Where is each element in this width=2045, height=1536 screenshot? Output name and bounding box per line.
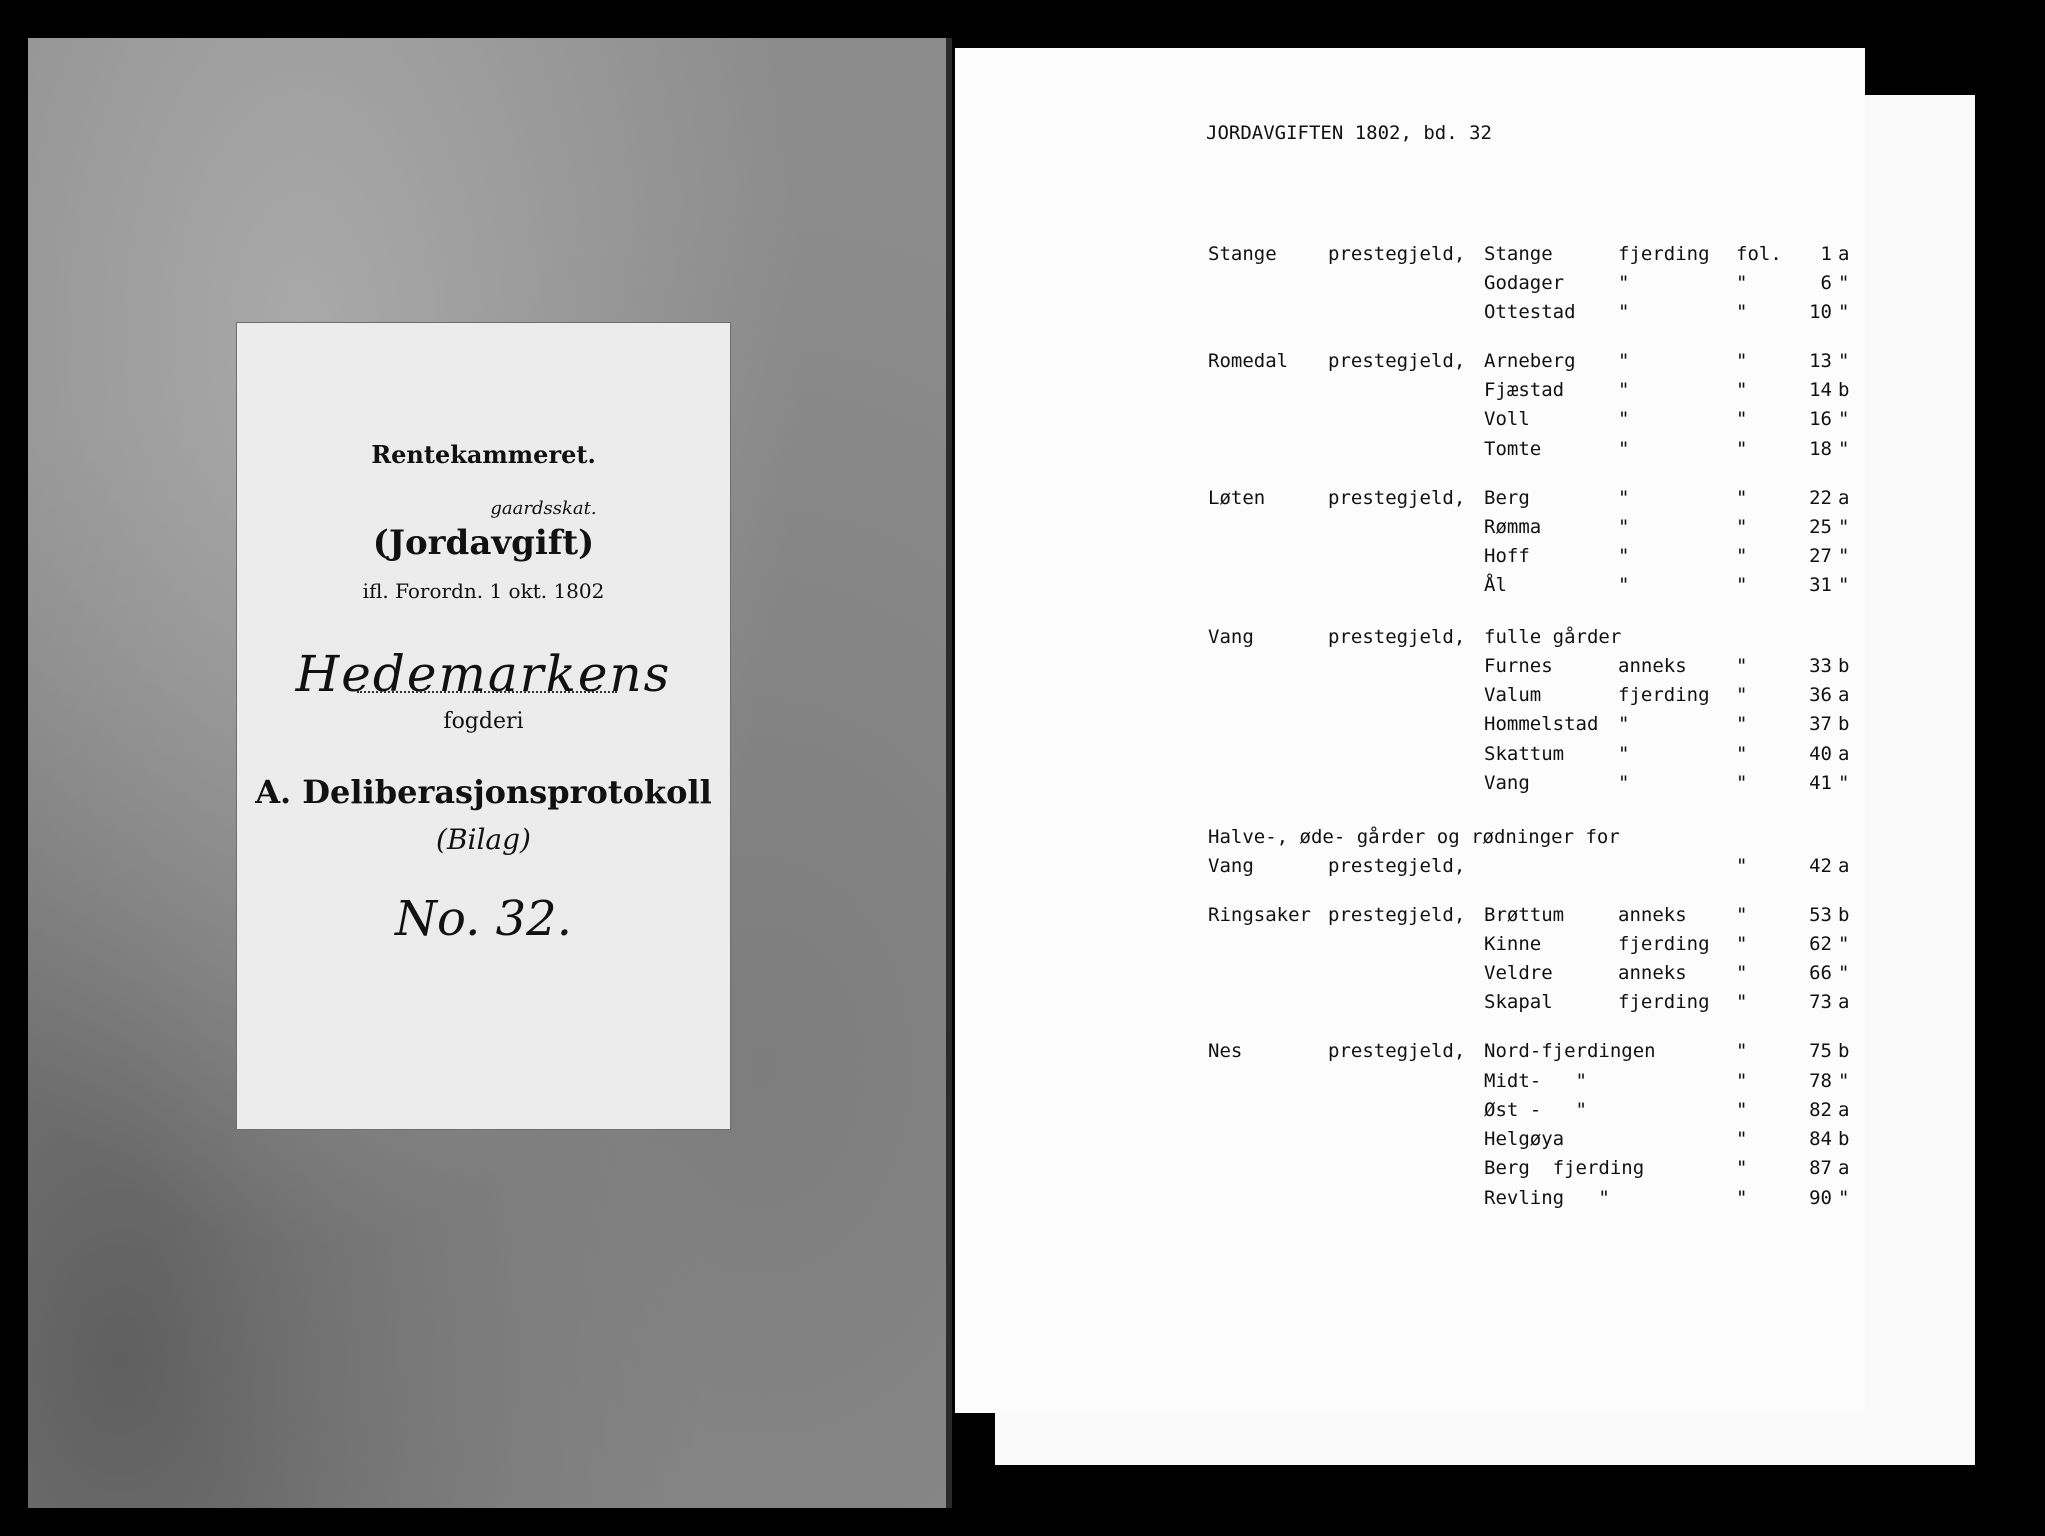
cell-num: 82 bbox=[1809, 1099, 1832, 1121]
cell-place: Skattum bbox=[1484, 743, 1565, 765]
cell-type: " bbox=[1618, 408, 1630, 430]
cell-place: Arneberg bbox=[1484, 350, 1576, 372]
cell-fol: " bbox=[1736, 545, 1748, 567]
cell-suf: " bbox=[1838, 1187, 1850, 1209]
cell-num: 40 bbox=[1809, 743, 1832, 765]
cell-fol: " bbox=[1736, 438, 1748, 460]
cell-num: 25 bbox=[1809, 516, 1832, 538]
cell-num: 10 bbox=[1809, 301, 1832, 323]
cell-fol: " bbox=[1736, 301, 1748, 323]
cell-place: Ottestad bbox=[1484, 301, 1576, 323]
cell-fol: " bbox=[1736, 713, 1748, 735]
cell-suf: b bbox=[1838, 713, 1850, 735]
cell-num: 37 bbox=[1809, 713, 1832, 735]
cell-fol: " bbox=[1736, 684, 1748, 706]
cell-type: " bbox=[1618, 350, 1630, 372]
cell-parish: Løten bbox=[1208, 487, 1266, 509]
cell-fol: " bbox=[1736, 272, 1748, 294]
cell-suf: a bbox=[1838, 243, 1850, 265]
cell-type: anneks bbox=[1618, 655, 1687, 677]
cell-fol: " bbox=[1736, 379, 1748, 401]
cell-type: fjerding bbox=[1618, 991, 1710, 1013]
cell-fol: " bbox=[1736, 962, 1748, 984]
cell-num: 41 bbox=[1809, 772, 1832, 794]
label-protocol: A. Deliberasjonsprotokoll bbox=[255, 773, 712, 811]
cell-num: 31 bbox=[1809, 574, 1832, 596]
cell-place: Hoff bbox=[1484, 545, 1530, 567]
cell-place: Godager bbox=[1484, 272, 1565, 294]
cell-num: 33 bbox=[1809, 655, 1832, 677]
label-district: Hedemarkens bbox=[295, 645, 672, 703]
cell-type: anneks bbox=[1618, 904, 1687, 926]
cell-fol: " bbox=[1736, 933, 1748, 955]
cell-num: 6 bbox=[1820, 272, 1832, 294]
cell-num: 18 bbox=[1809, 438, 1832, 460]
cell-fol: " bbox=[1736, 991, 1748, 1013]
cell-fol: " bbox=[1736, 904, 1748, 926]
cell-parish: Ringsaker bbox=[1208, 904, 1311, 926]
cell-suf: " bbox=[1838, 962, 1850, 984]
cell-suf: a bbox=[1838, 1099, 1850, 1121]
cell-place: Ål bbox=[1484, 574, 1507, 596]
cell-type: fjerding bbox=[1618, 684, 1710, 706]
cell-num: 53 bbox=[1809, 904, 1832, 926]
cell-place: Veldre bbox=[1484, 962, 1553, 984]
label-number: No. 32. bbox=[395, 891, 572, 947]
cell-suf: " bbox=[1838, 350, 1850, 372]
cell-suf: b bbox=[1838, 904, 1850, 926]
cell-fol: " bbox=[1736, 1157, 1748, 1179]
cell-num: 16 bbox=[1809, 408, 1832, 430]
cell-suf: " bbox=[1838, 438, 1850, 460]
cell-fol: " bbox=[1736, 408, 1748, 430]
cell-suf: " bbox=[1838, 772, 1850, 794]
cell-place: Brøttum bbox=[1484, 904, 1565, 926]
cell-num: 27 bbox=[1809, 545, 1832, 567]
cell-place: Helgøya bbox=[1484, 1128, 1565, 1150]
cell-type: " bbox=[1618, 516, 1630, 538]
cell-place: Kinne bbox=[1484, 933, 1542, 955]
cell-suf: a bbox=[1838, 743, 1850, 765]
cell-place: Tomte bbox=[1484, 438, 1542, 460]
document-title: JORDAVGIFTEN 1802, bd. 32 bbox=[1206, 122, 1492, 144]
cell-suf: " bbox=[1838, 408, 1850, 430]
cell-fol: " bbox=[1736, 1128, 1748, 1150]
cell-num: 14 bbox=[1809, 379, 1832, 401]
cell-fol: " bbox=[1736, 487, 1748, 509]
label-header: Rentekammeret. bbox=[371, 440, 596, 469]
cell-fol: " bbox=[1736, 516, 1748, 538]
cell-num: 84 bbox=[1809, 1128, 1832, 1150]
cell-suf: " bbox=[1838, 574, 1850, 596]
cell-suf: b bbox=[1838, 379, 1850, 401]
label-dotted-line bbox=[357, 691, 617, 693]
cell-parish: Vang bbox=[1208, 626, 1254, 648]
label-decree: ifl. Forordn. 1 okt. 1802 bbox=[362, 579, 605, 603]
label-handwritten-note: gaardsskat. bbox=[490, 498, 597, 519]
cell-suf: a bbox=[1838, 684, 1850, 706]
cell-type: " bbox=[1618, 379, 1630, 401]
cell-pg: prestegjeld, bbox=[1328, 487, 1466, 509]
cell-num: 66 bbox=[1809, 962, 1832, 984]
cell-type: " bbox=[1618, 301, 1630, 323]
cell-fol: " bbox=[1736, 1040, 1748, 1062]
cell-parish: Romedal bbox=[1208, 350, 1289, 372]
cell-place: fulle gårder bbox=[1484, 626, 1622, 648]
cell-suf: a bbox=[1838, 991, 1850, 1013]
cell-place: Øst - " bbox=[1484, 1099, 1587, 1121]
cell-place: Berg fjerding bbox=[1484, 1157, 1645, 1179]
cell-fol: " bbox=[1736, 655, 1748, 677]
cell-pg: prestegjeld, bbox=[1328, 855, 1466, 877]
cell-type: " bbox=[1618, 743, 1630, 765]
cell-num: 1 bbox=[1820, 243, 1832, 265]
cell-type: " bbox=[1618, 574, 1630, 596]
cell-place: Rømma bbox=[1484, 516, 1542, 538]
cell-suf: " bbox=[1838, 272, 1850, 294]
cell-type: anneks bbox=[1618, 962, 1687, 984]
label-title: (Jordavgift) bbox=[372, 523, 595, 563]
cell-place: Berg bbox=[1484, 487, 1530, 509]
cell-place: Fjæstad bbox=[1484, 379, 1565, 401]
cell-fol: " bbox=[1736, 1099, 1748, 1121]
cell-long: Halve-, øde- gårder og rødninger for bbox=[1208, 826, 1620, 848]
cell-fol: " bbox=[1736, 772, 1748, 794]
cell-num: 42 bbox=[1809, 855, 1832, 877]
cell-place: Skapal bbox=[1484, 991, 1553, 1013]
cell-fol: " bbox=[1736, 1070, 1748, 1092]
cell-suf: b bbox=[1838, 1128, 1850, 1150]
cell-suf: b bbox=[1838, 1040, 1850, 1062]
cell-num: 13 bbox=[1809, 350, 1832, 372]
cell-pg: prestegjeld, bbox=[1328, 350, 1466, 372]
cell-pg: prestegjeld, bbox=[1328, 1040, 1466, 1062]
cell-type: " bbox=[1618, 438, 1630, 460]
cell-parish: Nes bbox=[1208, 1040, 1243, 1062]
cell-type: " bbox=[1618, 772, 1630, 794]
cell-fol: " bbox=[1736, 855, 1748, 877]
cell-suf: a bbox=[1838, 855, 1850, 877]
cell-place: Stange bbox=[1484, 243, 1553, 265]
cell-num: 73 bbox=[1809, 991, 1832, 1013]
cell-num: 36 bbox=[1809, 684, 1832, 706]
cell-place: Vang bbox=[1484, 772, 1530, 794]
cell-type: fjerding bbox=[1618, 933, 1710, 955]
cell-num: 75 bbox=[1809, 1040, 1832, 1062]
cell-place: Valum bbox=[1484, 684, 1542, 706]
cell-suf: b bbox=[1838, 655, 1850, 677]
cell-place: Revling " bbox=[1484, 1187, 1610, 1209]
cell-fol: " bbox=[1736, 574, 1748, 596]
cell-type: " bbox=[1618, 272, 1630, 294]
cell-type: " bbox=[1618, 713, 1630, 735]
cell-parish: Vang bbox=[1208, 855, 1254, 877]
cell-suf: " bbox=[1838, 1070, 1850, 1092]
cell-type: fjerding bbox=[1618, 243, 1710, 265]
cover-label bbox=[237, 323, 730, 1129]
cell-num: 62 bbox=[1809, 933, 1832, 955]
cell-place: Hommelstad bbox=[1484, 713, 1599, 735]
label-district-suffix: fogderi bbox=[443, 709, 524, 734]
cell-suf: a bbox=[1838, 487, 1850, 509]
cell-parish: Stange bbox=[1208, 243, 1277, 265]
cell-fol: " bbox=[1736, 743, 1748, 765]
cell-place: Voll bbox=[1484, 408, 1530, 430]
cell-pg: prestegjeld, bbox=[1328, 904, 1466, 926]
cell-suf: a bbox=[1838, 1157, 1850, 1179]
label-bilag: (Bilag) bbox=[436, 823, 531, 856]
cell-place: Furnes bbox=[1484, 655, 1553, 677]
cell-type: " bbox=[1618, 487, 1630, 509]
cell-pg: prestegjeld, bbox=[1328, 626, 1466, 648]
cell-fol: fol. bbox=[1736, 243, 1782, 265]
cell-suf: " bbox=[1838, 301, 1850, 323]
cell-suf: " bbox=[1838, 933, 1850, 955]
cell-suf: " bbox=[1838, 545, 1850, 567]
cell-type: " bbox=[1618, 545, 1630, 567]
cell-num: 87 bbox=[1809, 1157, 1832, 1179]
cell-num: 22 bbox=[1809, 487, 1832, 509]
cell-fol: " bbox=[1736, 1187, 1748, 1209]
cell-fol: " bbox=[1736, 350, 1748, 372]
cell-place: Nord-fjerdingen bbox=[1484, 1040, 1656, 1062]
cell-num: 78 bbox=[1809, 1070, 1832, 1092]
cell-place: Midt- " bbox=[1484, 1070, 1587, 1092]
cell-suf: " bbox=[1838, 516, 1850, 538]
cell-pg: prestegjeld, bbox=[1328, 243, 1466, 265]
cell-num: 90 bbox=[1809, 1187, 1832, 1209]
